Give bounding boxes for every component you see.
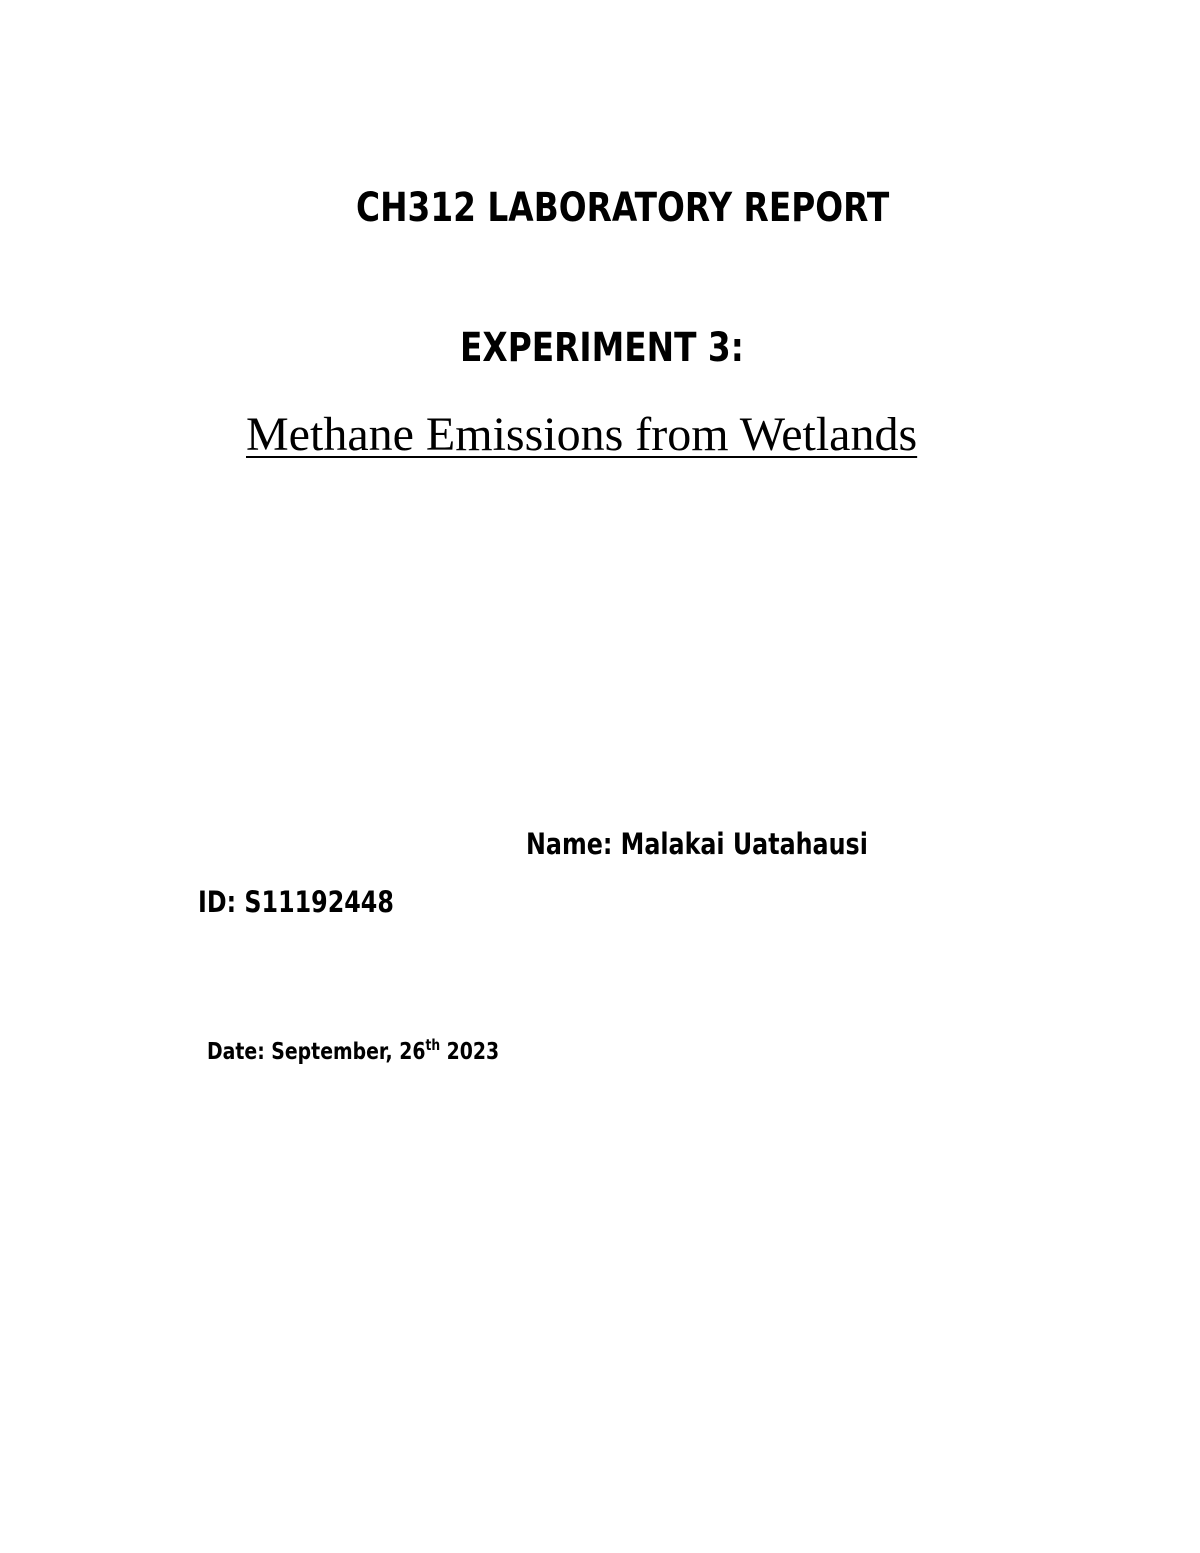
date-line bbox=[207, 1036, 499, 1068]
experiment-subtitle: Methane Emissions from Wetlands bbox=[246, 408, 918, 461]
id-value: S11192448 bbox=[244, 885, 394, 919]
date-month-day: September, 26 bbox=[271, 1039, 426, 1065]
date-ordinal-suffix: th bbox=[425, 1036, 441, 1054]
date-label: Date: bbox=[207, 1039, 265, 1065]
name-value: Malakai Uatahausi bbox=[620, 827, 868, 861]
experiment-heading: EXPERIMENT 3: bbox=[460, 325, 744, 371]
name-label: Name: bbox=[526, 827, 613, 861]
report-title: CH312 LABORATORY REPORT bbox=[356, 185, 890, 231]
student-name-line bbox=[526, 824, 868, 864]
student-id-line bbox=[198, 882, 394, 922]
id-label: ID: bbox=[198, 885, 237, 919]
date-year: 2023 bbox=[446, 1039, 500, 1065]
